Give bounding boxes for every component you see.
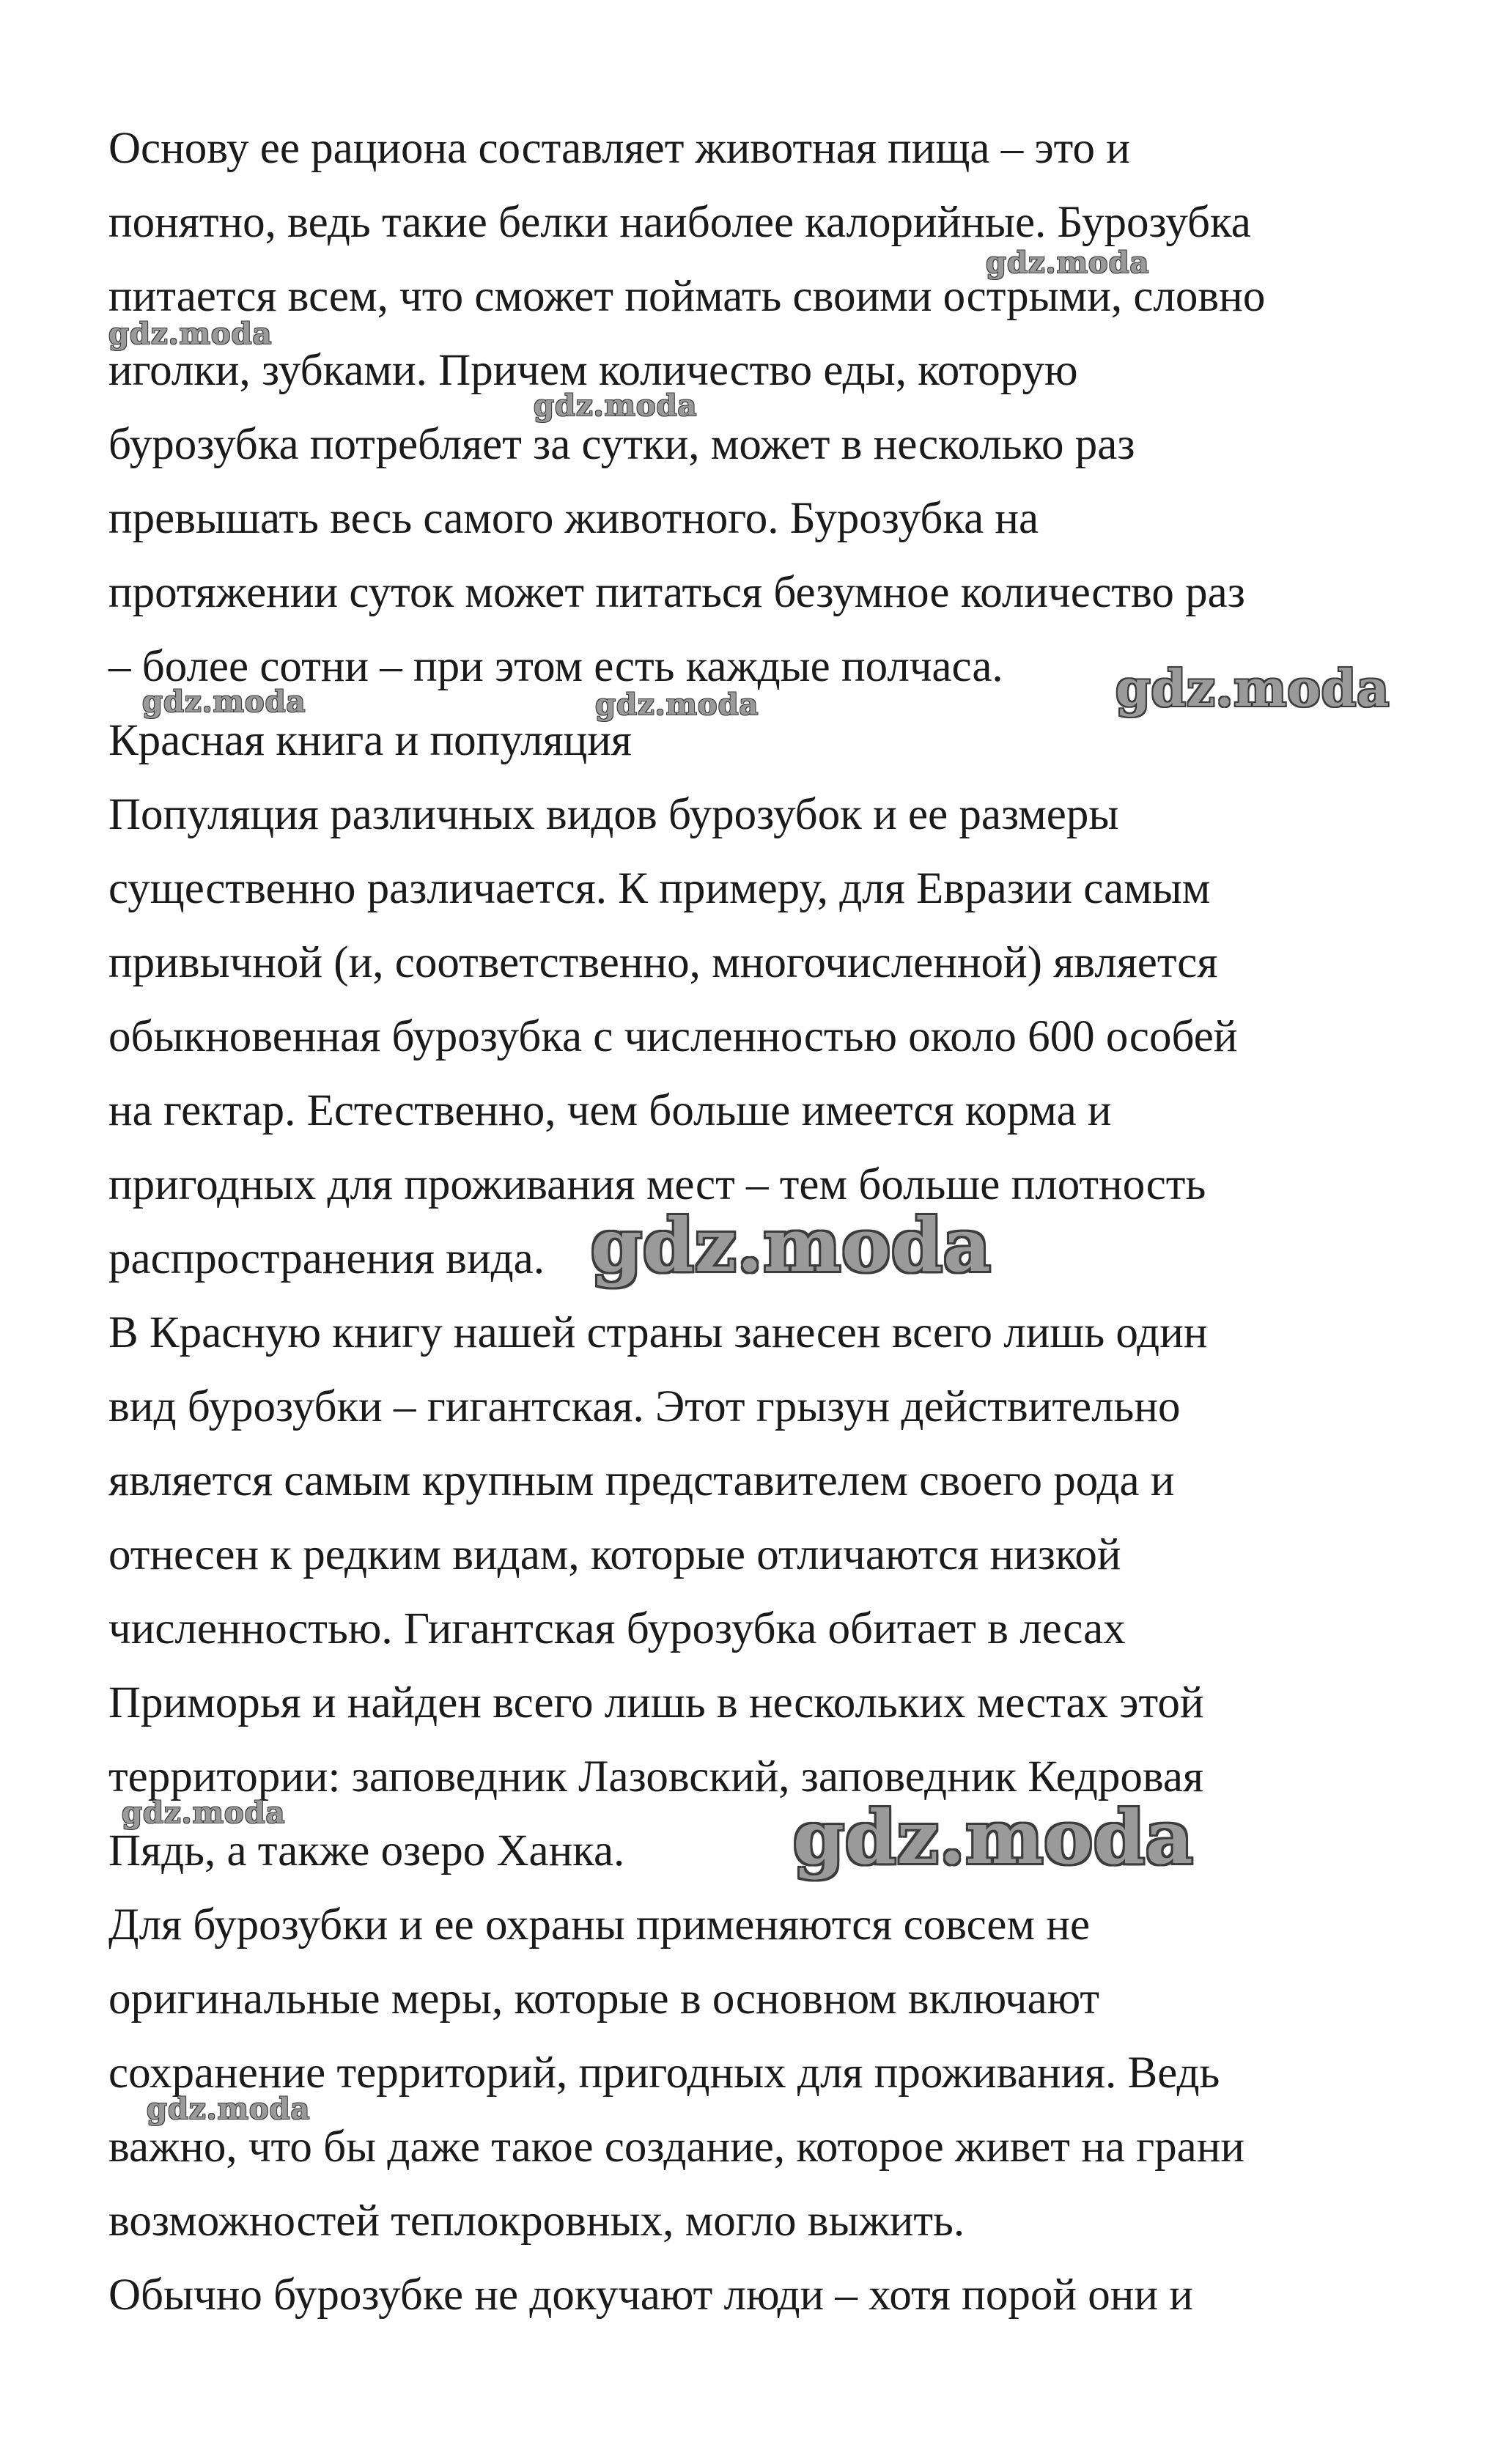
text-line: отнесен к редким видам, которые отличаются низкой xyxy=(108,1530,1121,1579)
text-line: Обычно бурозубке не докучают люди – хотя порой они и xyxy=(108,2271,1193,2320)
text-line: распространения вида. xyxy=(108,1234,545,1283)
text-line: привычной (и, соответственно, многочисленной) является xyxy=(108,938,1218,987)
text-line: превышать весь самого животного. Бурозубка на xyxy=(108,494,1039,543)
watermark: gdz.moda xyxy=(142,685,306,719)
watermark: gdz.moda xyxy=(793,1794,1194,1881)
text-line: протяжении суток может питаться безумное количество раз xyxy=(108,568,1245,617)
text-line: является самым крупным представителем своего рода и xyxy=(108,1456,1175,1505)
text-line: пригодных для проживания мест – тем больше плотность xyxy=(108,1160,1206,1209)
text-line: на гектар. Естественно, чем больше имеется корма и xyxy=(108,1086,1112,1135)
text-line: Приморья и найден всего лишь в нескольких местах этой xyxy=(108,1678,1204,1727)
text-line: питается всем, что сможет поймать своими острыми, словно xyxy=(108,272,1266,321)
watermark: gdz.moda xyxy=(1115,660,1390,718)
text-line: важно, что бы даже такое создание, которое живет на грани xyxy=(108,2122,1245,2172)
watermark: gdz.moda xyxy=(595,687,759,722)
watermark: gdz.moda xyxy=(986,246,1150,280)
text-line: Пядь, а также озеро Ханка. xyxy=(108,1826,625,1875)
watermark: gdz.moda xyxy=(147,2092,311,2126)
text-line: обыкновенная бурозубка с численностью около 600 особей xyxy=(108,1012,1238,1061)
text-line: Основу ее рациона составляет животная пища – это и xyxy=(108,124,1130,173)
text-line: численностью. Гигантская бурозубка обитает в лесах xyxy=(108,1604,1126,1653)
text-line: иголки, зубками. Причем количество еды, которую xyxy=(108,346,1078,395)
text-line: вид бурозубки – гигантская. Этот грызун действительно xyxy=(108,1382,1181,1431)
text-line: территории: заповедник Лазовский, заповедник Кедровая xyxy=(108,1752,1204,1801)
section-heading: Красная книга и популяция xyxy=(108,716,632,765)
watermark: gdz.moda xyxy=(534,388,698,423)
text-line: – более сотни – при этом есть каждые полчаса. xyxy=(108,642,1003,691)
text-line: оригинальные меры, которые в основном включают xyxy=(108,1974,1100,2024)
text-line: существенно различается. К примеру, для Евразии самым xyxy=(108,864,1211,913)
text-line: бурозубка потребляет за сутки, может в несколько раз xyxy=(108,420,1135,469)
text-line: сохранение территорий, пригодных для проживания. Ведь xyxy=(108,2048,1220,2098)
text-line: понятно, ведь такие белки наиболее калорийные. Бурозубка xyxy=(108,198,1251,247)
watermark: gdz.moda xyxy=(591,1202,992,1288)
body-text xyxy=(108,111,1428,2332)
text-line: Для бурозубки и ее охраны применяются совсем не xyxy=(108,1900,1091,1949)
watermark: gdz.moda xyxy=(122,1796,286,1830)
text-line: Популяция различных видов бурозубок и ее размеры xyxy=(108,790,1119,839)
text-line: возможностей теплокровных, могло выжить. xyxy=(108,2196,965,2246)
watermark: gdz.moda xyxy=(108,317,273,351)
text-line: В Красную книгу нашей страны занесен всего лишь один xyxy=(108,1308,1208,1357)
